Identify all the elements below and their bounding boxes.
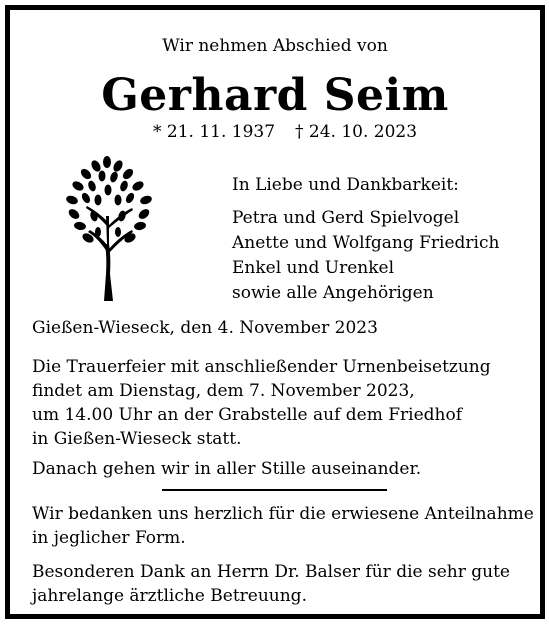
obituary-notice [5,5,545,619]
tree-icon [60,156,160,301]
mourner-name: sowie alle Angehörigen [232,283,434,303]
deceased-name: Gerhard Seim [101,70,449,121]
ceremony-line: in Gießen-Wieseck statt. [32,429,242,449]
divider [162,489,387,491]
special-thanks-line: jahrelange ärztliche Betreuung. [32,586,307,606]
mourners-heading: In Liebe und Dankbarkeit: [232,175,459,195]
ceremony-line: um 14.00 Uhr an der Grabstelle auf dem Friedhof [32,405,463,425]
special-thanks-text [32,560,510,608]
ceremony-text [32,355,491,451]
mourner-name: Enkel und Urenkel [232,258,395,278]
special-thanks-line: Besonderen Dank an Herrn Dr. Balser für die sehr gute [32,562,510,582]
thanks-line: Wir bedanken uns herzlich für die erwiesene Anteilnahme [32,504,534,524]
mourners-block [232,173,499,306]
mourner-name: Petra und Gerd Spielvogel [232,208,460,228]
birth-date: * 21. 11. 1937 [153,122,276,142]
mourner-name: Anette und Wolfgang Friedrich [232,233,500,253]
ceremony-line: Die Trauerfeier mit anschließender Urnenbeisetzung [32,357,491,377]
place-date: Gießen-Wieseck, den 4. November 2023 [32,318,378,338]
farewell-text: Danach gehen wir in aller Stille auseinander. [32,459,422,479]
intro-text: Wir nehmen Abschied von [162,36,388,56]
ceremony-line: findet am Dienstag, dem 7. November 2023, [32,381,415,401]
thanks-line: in jeglicher Form. [32,528,186,548]
death-date: † 24. 10. 2023 [295,122,418,142]
thanks-text [32,502,534,550]
